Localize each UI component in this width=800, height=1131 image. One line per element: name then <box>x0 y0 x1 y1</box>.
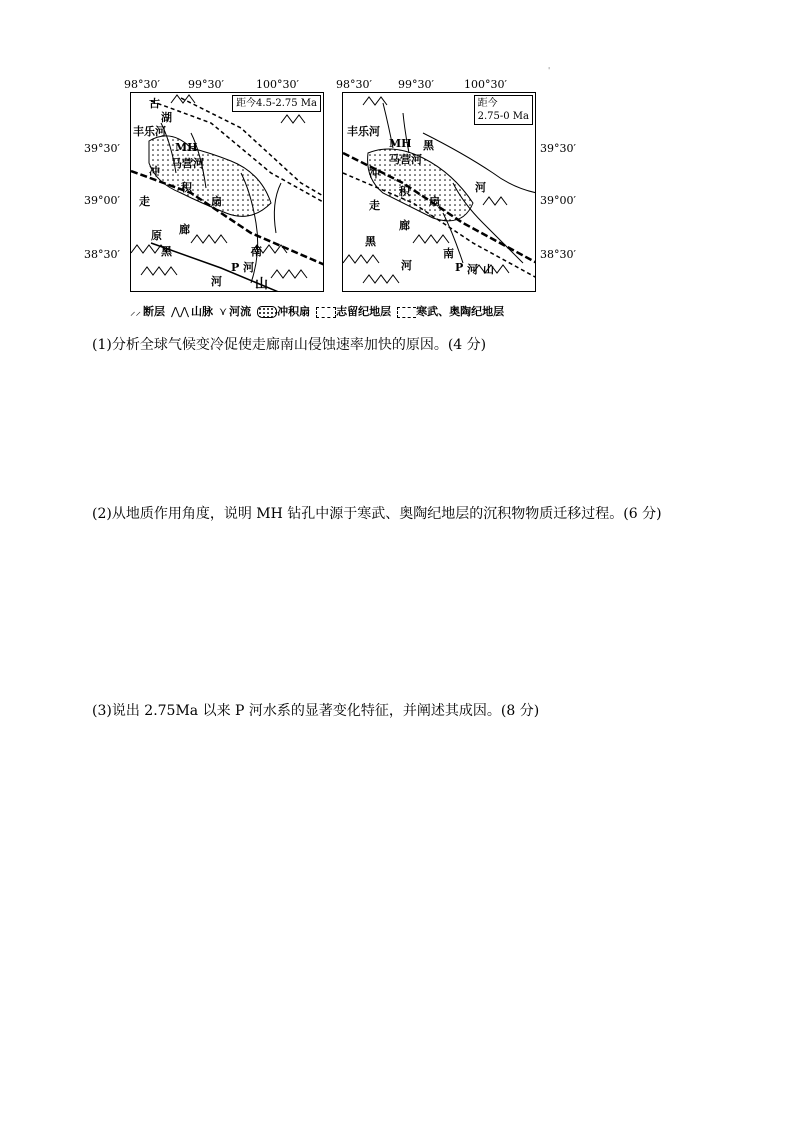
map1-label-ji: 积 <box>181 181 192 194</box>
map2-label-hei-top: 黑 <box>423 139 434 152</box>
silurian-strata-icon <box>316 307 336 318</box>
map1-label-shan: 山 <box>255 277 269 292</box>
map2-label-he-right: 河 <box>475 181 486 194</box>
map1-label-hu: 湖 <box>161 111 172 124</box>
legend-fault-label: 断层 <box>143 305 165 318</box>
map1-label-phe: P 河 <box>231 261 255 274</box>
mountain-icon: ⋀⋀ <box>171 305 190 318</box>
map1-label-nan: 南 <box>251 245 262 258</box>
legend-fan <box>257 303 310 319</box>
map2-label-mayinghe: 马营河 <box>389 153 422 166</box>
map2-label-hei: 黑 <box>365 235 376 248</box>
map1-label-hei: 黑 <box>161 245 172 258</box>
question-3: (3)说出 2.75Ma 以来 P 河水系的显著变化特征，并阐述其成因。(8 分) <box>92 703 540 719</box>
map2-lat-2: 39°00′ <box>540 194 576 207</box>
map1-label-yuan: 原 <box>151 229 162 242</box>
map2-label-lang: 廊 <box>399 219 410 232</box>
legend-silurian-label: 志留纪地层 <box>336 305 392 318</box>
map1-label-mayinghe: 马营河 <box>171 157 204 170</box>
map1-label-lang: 廊 <box>179 223 190 236</box>
map2-lat-3: 38°30′ <box>540 248 576 261</box>
map1-lon-3: 100°30′ <box>256 78 299 91</box>
legend-river-label: 河流 <box>229 305 252 318</box>
map1-lat-2: 39°00′ <box>84 194 120 207</box>
map-legend <box>130 303 600 319</box>
map2-label-fengle: 丰乐河 <box>347 125 380 138</box>
legend-fault <box>130 303 165 319</box>
legend-cambrian <box>397 303 504 319</box>
map2-label-p: P <box>455 261 464 274</box>
cambrian-strata-icon <box>397 307 416 318</box>
map-2.75-0ma <box>342 92 536 292</box>
map2-age-line1: 距今 <box>477 98 498 109</box>
legend-silurian <box>316 303 391 319</box>
legend-river <box>219 303 251 319</box>
map1-label-shan-fan: 扇 <box>211 195 222 208</box>
map1-label-mh: MH <box>175 141 198 154</box>
map-4.5-2.75ma <box>130 92 324 292</box>
map2-age-label <box>474 95 533 125</box>
legend-cambrian-label: 寒武、奥陶纪地层 <box>416 305 505 318</box>
map1-label-gu: 古 <box>149 97 160 110</box>
map1-lon-2: 99°30′ <box>188 78 224 91</box>
question-2: (2)从地质作用角度，说明 MH 钻孔中源于寒武、奥陶纪地层的沉积物物质迁移过程。(6 分) <box>92 506 662 522</box>
map2-lon-3: 100°30′ <box>464 78 507 91</box>
legend-mountain-label: 山脉 <box>191 305 214 318</box>
map1-label-fengle: 丰乐河 <box>133 125 166 138</box>
map1-age-label: 距今4.5-2.75 Ma <box>232 95 321 112</box>
map2-label-zou: 走 <box>369 199 380 212</box>
alluvial-fan-icon <box>257 306 277 318</box>
map1-label-zou: 走 <box>139 195 150 208</box>
fault-icon: ⸝⸝ <box>130 305 141 318</box>
map2-lon-2: 99°30′ <box>398 78 434 91</box>
map2-age-line2: 2.75-0 Ma <box>477 111 529 122</box>
map2-lat-1: 39°30′ <box>540 142 576 155</box>
map-figure <box>80 78 600 328</box>
question-1: (1)分析全球气候变冷促使走廊南山侵蚀速率加快的原因。(4 分) <box>92 337 487 353</box>
river-icon: ⋎ <box>219 305 228 318</box>
map1-lon-1: 98°30′ <box>124 78 160 91</box>
map2-label-shan-fan: 扇 <box>429 195 440 208</box>
map1-lat-3: 38°30′ <box>84 248 120 261</box>
map1-lat-1: 39°30′ <box>84 142 120 155</box>
map2-label-nan: 南 <box>443 247 454 260</box>
map2-label-he: 河 <box>401 259 412 272</box>
map1-label-he: 河 <box>211 275 222 288</box>
map2-label-he2: 河 <box>467 263 478 276</box>
map2-label-shan: 山 <box>483 263 494 276</box>
map1-label-chong: 冲 <box>149 165 160 178</box>
map2-label-chong: 冲 <box>369 167 380 180</box>
map2-label-mh: MH <box>389 137 412 150</box>
map2-lon-1: 98°30′ <box>336 78 372 91</box>
legend-mountain <box>171 303 213 319</box>
legend-fan-label: 冲积扇 <box>277 305 311 318</box>
corner-mark: ' <box>548 66 551 75</box>
map2-label-ji: 积 <box>399 185 410 198</box>
